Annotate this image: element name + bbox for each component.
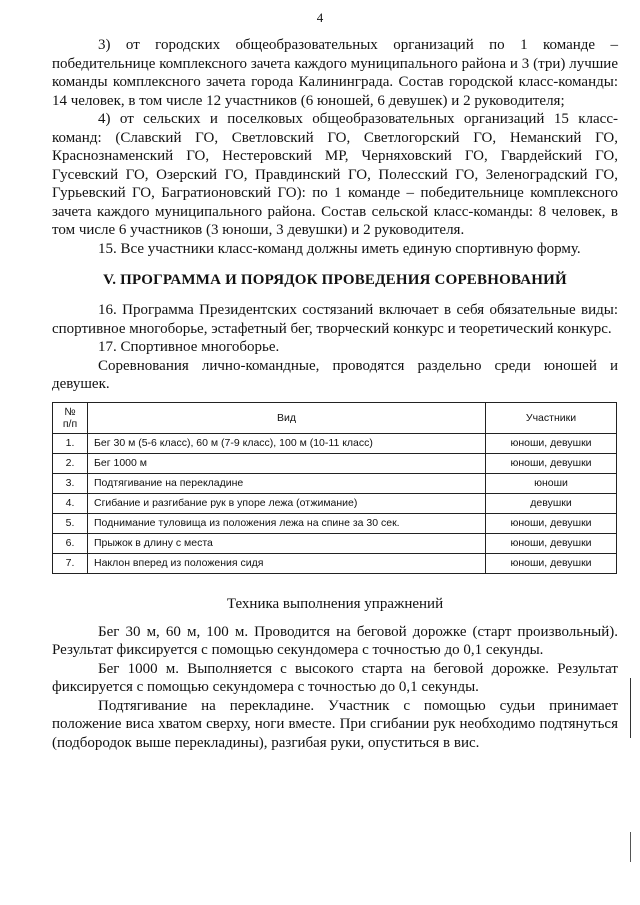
row-participants: юноши, девушки (486, 533, 617, 553)
row-participants: юноши, девушки (486, 553, 617, 573)
table-row (53, 473, 617, 493)
row-kind: Бег 30 м (5-6 класс), 60 м (7-9 класс), 100 м (10-11 класс) (88, 433, 486, 453)
row-participants: юноши, девушки (486, 513, 617, 533)
table-row (53, 533, 617, 553)
row-num: 7. (53, 553, 88, 573)
row-kind: Сгибание и разгибание рук в упоре лежа (отжимание) (88, 493, 486, 513)
row-participants: юноши, девушки (486, 453, 617, 473)
paragraph-17: 17. Спортивное многоборье. (98, 339, 280, 355)
row-kind: Прыжок в длину с места (88, 533, 486, 553)
scan-edge-line (630, 832, 631, 862)
row-num: 2. (53, 453, 88, 473)
paragraph-run-1000: Бег 1000 м. Выполняется с высокого старта на беговой дорожке. Результат фиксируется с помощью секундомера с точностью до 0,1 секунды. (52, 660, 618, 695)
table-header-row (53, 402, 617, 433)
paragraph-competition-note: Соревнования лично-командные, проводятся раздельно среди юношей и девушек. (52, 357, 618, 392)
row-num: 6. (53, 533, 88, 553)
paragraph-15: 15. Все участники класс-команд должны иметь единую спортивную форму. (98, 240, 581, 257)
table-row (53, 493, 617, 513)
paragraph-pullups: Подтягивание на перекладине. Участник с помощью судьи принимает положение виса хватом сверху, ноги вместе. При сгибании рук необходимо подтянуться (подбородок выше перекладины), разгибая руки, опуститься в вис. (52, 697, 618, 751)
row-participants: юноши, девушки (486, 433, 617, 453)
table-row (53, 433, 617, 453)
header-num: № п/п (53, 402, 88, 433)
row-participants: девушки (486, 493, 617, 513)
paragraph-16: 16. Программа Президентских состязаний включает в себя обязательные виды: спортивное многоборье, эстафетный бег, творческий конкурс и теоретический конкурс. (52, 302, 618, 337)
row-num: 1. (53, 433, 88, 453)
scan-margin-line (630, 678, 631, 738)
paragraph-run-sprint: Бег 30 м, 60 м, 100 м. Проводится на беговой дорожке (старт произвольный). Результат фиксируется с помощью секундомера с точностью до 0,1 секунды. (52, 623, 618, 658)
section-title: V. ПРОГРАММА И ПОРЯДОК ПРОВЕДЕНИЯ СОРЕВНОВАНИЙ (103, 272, 567, 288)
row-num: 3. (53, 473, 88, 493)
row-kind: Поднимание туловища из положения лежа на спине за 30 сек. (88, 513, 486, 533)
table-row (53, 453, 617, 473)
row-participants: юноши (486, 473, 617, 493)
page-number: 4 (316, 10, 324, 25)
row-kind: Наклон вперед из положения сидя (88, 553, 486, 573)
table-row (53, 553, 617, 573)
header-kind: Вид (88, 402, 486, 433)
events-table (52, 402, 617, 574)
row-num: 5. (53, 513, 88, 533)
row-num: 4. (53, 493, 88, 513)
table-row (53, 513, 617, 533)
header-participants: Участники (486, 402, 617, 433)
paragraph-item-4: 4) от сельских и поселковых общеобразовательных организаций 15 класс-команд: (Славский ГО, Светловский ГО, Светлогорский ГО, Неманский ГО, Краснознаменский ГО, Нестеровский МР, Черняховский ГО, Гвардейский ГО, Гусевский ГО, Озерский ГО, Правдинский ГО, Полесский ГО, Зеленоградский ГО, Гурьевский ГО, Багратионовский ГО): по 1 команде – победительнице комплексного зачета каждого муниципального района. Состав сельской класс-команды: 8 человек, в том числе 6 участников (3 юноши, 3 девушки) и 2 руководителя. (52, 111, 618, 238)
document-body (52, 36, 618, 752)
row-kind: Подтягивание на перекладине (88, 473, 486, 493)
paragraph-item-3: 3) от городских общеобразовательных организаций по 1 команде – победительнице комплексного зачета каждого муниципального района и 3 (три) лучшие команды комплексного зачета города Калининграда. Состав городской класс-команды: 14 человек, в том числе 12 участников (6 юношей, 6 девушек) и 2 руководителя; (52, 37, 618, 109)
row-kind: Бег 1000 м (88, 453, 486, 473)
subsection-title: Техника выполнения упражнений (226, 595, 444, 612)
